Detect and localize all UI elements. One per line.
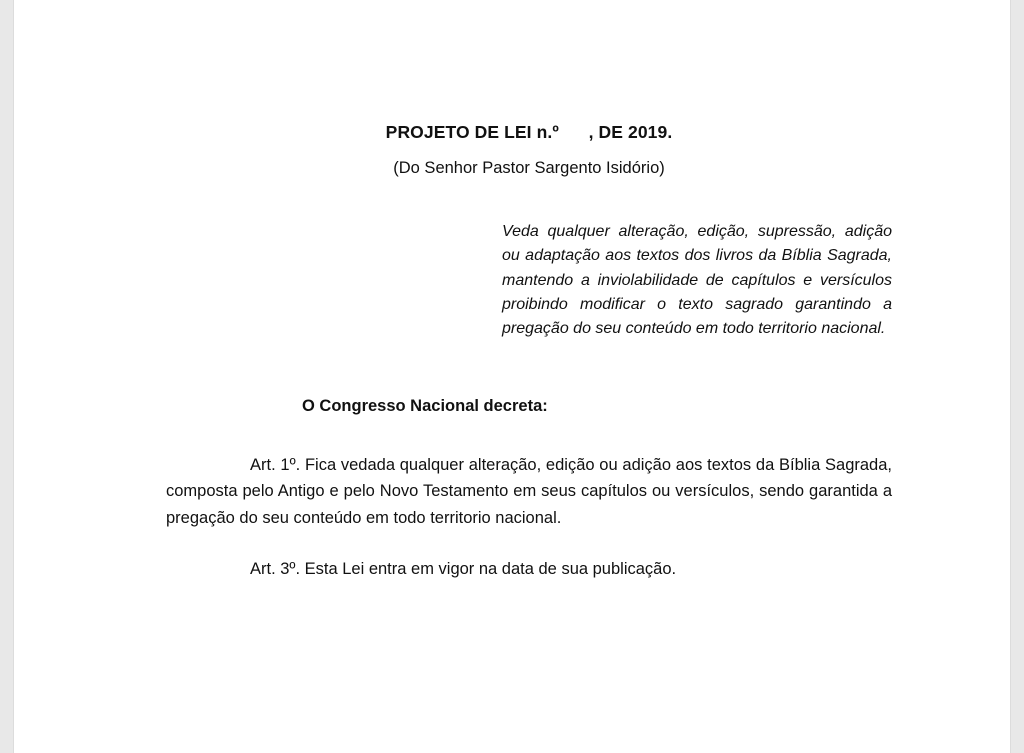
document-ementa: Veda qualquer alteração, edição, supressão, adição ou adaptação aos textos dos livros da Bíblia Sagrada, mantendo a inviolabilidade de capítulos e versículos proibindo modificar o texto sagrado garantindo a pregação do seu conteúdo em todo territorio nacional. bbox=[502, 223, 892, 338]
article-1-text: Art. 1º. Fica vedada qualquer alteração, edição ou adição aos textos da Bíblia Sagrada, composta pelo Antigo e pelo Novo Testamento em seus capítulos ou versículos, sendo garantida a pregação do seu conteúdo em todo territorio nacional. bbox=[166, 455, 892, 527]
document-page bbox=[14, 0, 1010, 753]
article-1 bbox=[166, 452, 892, 532]
document-body bbox=[166, 0, 892, 753]
article-3 bbox=[166, 556, 892, 583]
page-title: PROJETO DE LEI n.º , DE 2019. bbox=[385, 122, 673, 142]
enacting-clause: O Congresso Nacional decreta: bbox=[302, 396, 548, 415]
article-3-text: Art. 3º. Esta Lei entra em vigor na data de sua publicação. bbox=[250, 559, 677, 578]
document-author: (Do Senhor Pastor Sargento Isidório) bbox=[393, 159, 665, 177]
